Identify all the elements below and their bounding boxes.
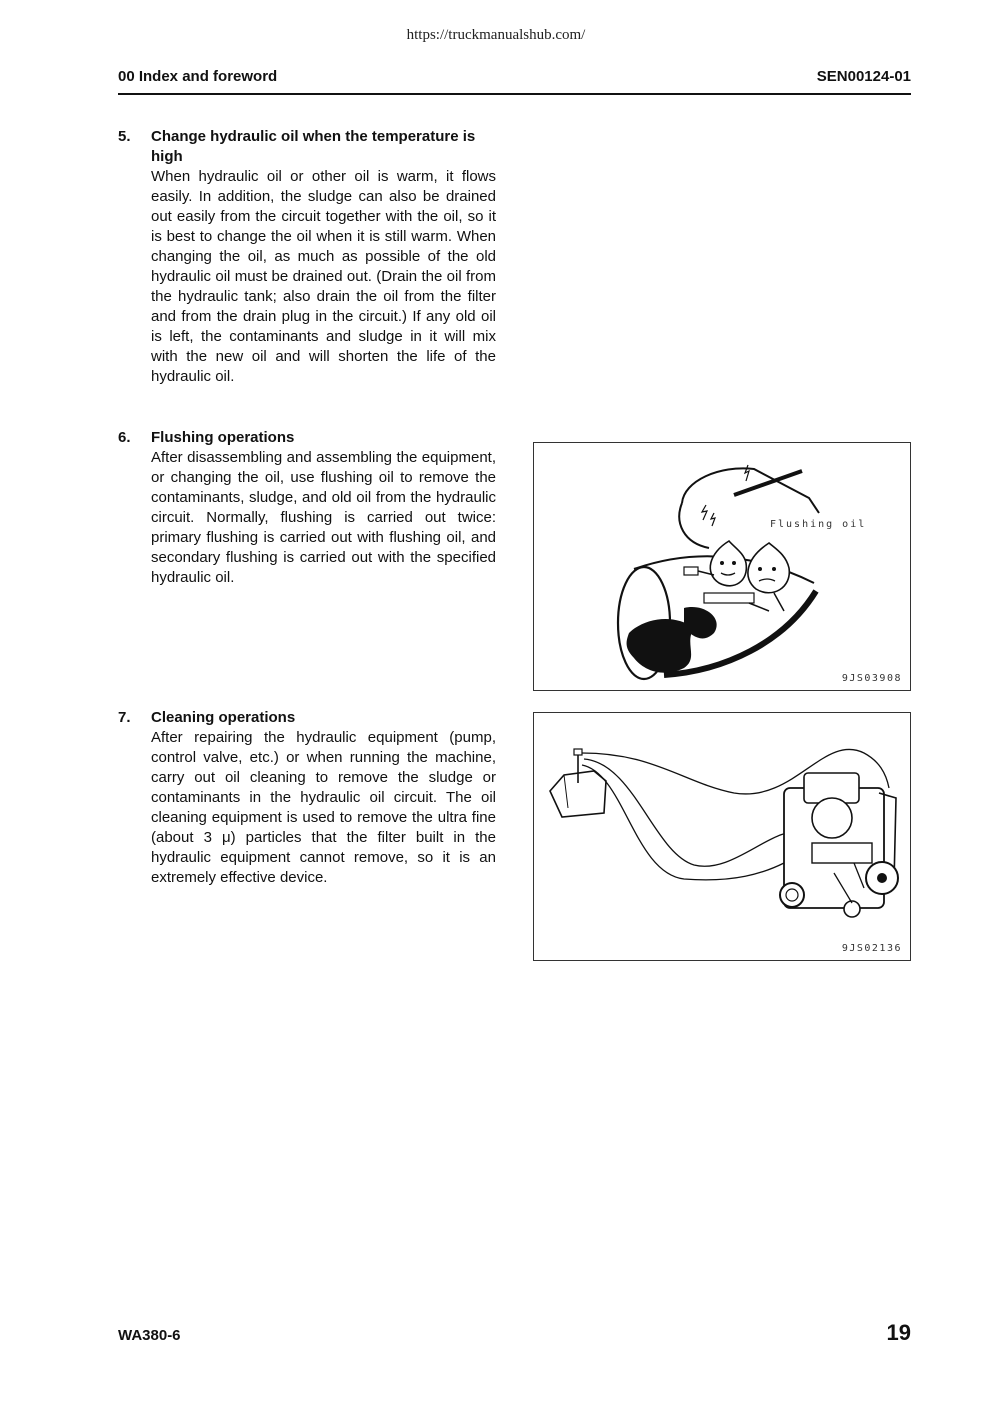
flushing-pipe-illustration [534, 443, 910, 690]
section-number: 5. [118, 128, 131, 145]
section-5 [118, 127, 496, 387]
header-document-code: SEN00124-01 [816, 68, 911, 85]
flushing-oil-figure [533, 442, 911, 691]
header-rule [118, 93, 911, 95]
section-title: Change hydraulic oil when the temperature is high [151, 128, 476, 165]
section-number: 6. [118, 429, 131, 446]
header-section-title: 00 Index and foreword [118, 68, 278, 85]
section-body: After repairing the hydraulic equipment (pump, control valve, etc.) or when running the machine, carry out oil cleaning to remove the sludge or contaminants in the hydraulic oil circuit. The oil cleaning equipment is used to remove the ultra fine (about 3 μ) particles that the filter built in the hydraulic equipment cannot remove, so it is an extremely effective device. [151, 729, 496, 886]
oil-cleaning-figure [533, 712, 911, 961]
section-7 [118, 708, 496, 888]
section-title: Flushing operations [151, 429, 295, 446]
page-number: 19 [886, 1320, 911, 1345]
oil-cleaning-equipment-illustration [534, 713, 910, 960]
figure-code: 9JS02136 [841, 943, 902, 954]
section-body: After disassembling and assembling the equipment, or changing the oil, use flushing oil to remove the contaminants, sludge, and old oil from the hydraulic circuit. Normally, flushing is carried out twice: primary flushing is carried out with flushing oil, and secondary flushing is carried out with the specified hydraulic oil. [151, 449, 496, 586]
section-body: When hydraulic oil or other oil is warm, it flows easily. In addition, the sludge can also be drained out easily from the circuit together with the oil, so it is best to change the oil when it is still warm. When changing the oil, as much as possible of the old hydraulic oil must be drained out. (Drain the oil from the hydraulic tank; also drain the oil from the filter and from the drain plug in the circuit.) If any old oil is left, the contaminants and sludge in it will mix with the new oil and will shorten the life of the hydraulic oil. [151, 168, 496, 385]
section-number: 7. [118, 709, 131, 726]
flushing-oil-label: Flushing oil [770, 519, 867, 530]
footer-model: WA380-6 [118, 1327, 181, 1344]
section-6 [118, 428, 496, 588]
section-title: Cleaning operations [151, 709, 296, 726]
figure-code: 9JS03908 [841, 673, 902, 684]
source-url[interactable]: https://truckmanualshub.com/ [406, 27, 586, 43]
